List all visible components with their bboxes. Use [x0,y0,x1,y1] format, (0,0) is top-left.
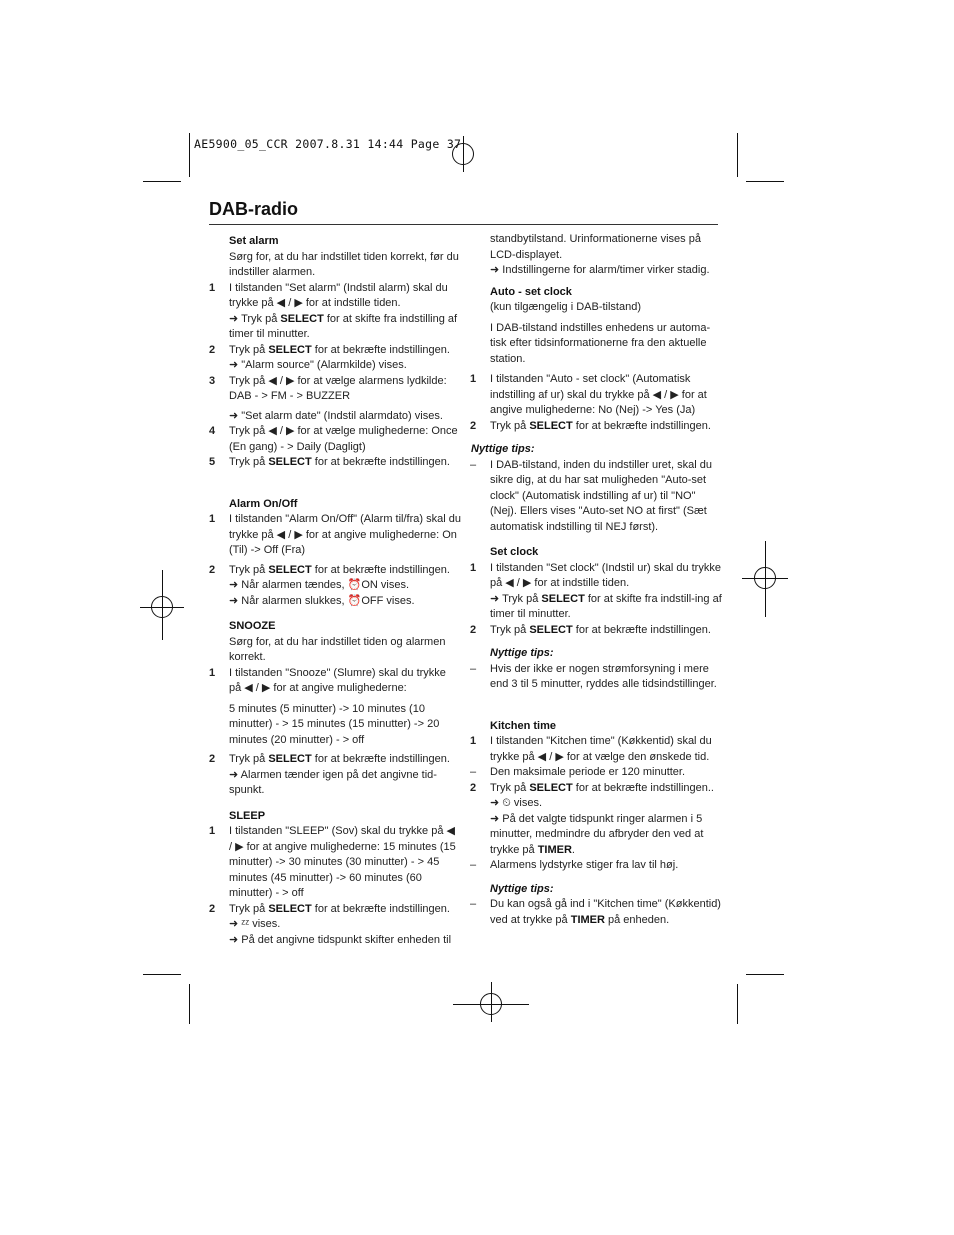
crop-mark [189,984,190,1024]
registration-line [140,607,184,608]
tips-heading: Nyttige tips: [471,443,535,455]
set-alarm-intro: Sørg for, at du har indstillet tiden korrekt, før du indstiller alarmen. [229,250,459,278]
kitchen-step-2: 2 Tryk på SELECT for at bekræfte indstillingen.. ➜ ⏲ vises. ➜ På det valgte tidspunkt ringer alarmen i 5 minutter, medmindre du afbryder den ved at trykke på TIMER. [470,781,714,856]
continued-text: standbytilstand. Urinformationerne vises på LCD-displayet. [490,233,701,261]
kitchen-note-2: – Alarmens lydstyrke stiger fra lav til høj. [470,859,679,871]
heading-auto-set-clock: Auto - set clock [490,285,572,298]
crop-mark [143,974,181,975]
sleep-step-1: 1 I tilstanden "SLEEP" (Sov) skal du trykke på ◀ / ▶ for at angive mulighederne: 15 minutes (15 minutter) -> 30 minutes (30 minutter) - > 45 minutes (45 minutter) -> 60 minutes (60 minutter) - > off [209,825,456,899]
tips-heading: Nyttige tips: [490,647,554,659]
auto-set-clock-intro: I DAB-tilstand indstilles enhedens ur automa-tisk efter tidsinformationerne fra den aktuelle station. [490,321,711,365]
registration-line [765,541,766,617]
auto-set-clock-note: (kun tilgængelig i DAB-tilstand) [490,301,642,313]
crop-mark [746,181,784,182]
heading-sleep: SLEEP [229,809,266,822]
heading-snooze: SNOOZE [229,620,276,632]
title-rule [209,224,718,225]
crop-mark [746,974,784,975]
heading-set-alarm: Set alarm [229,235,279,247]
tips-heading: Nyttige tips: [490,882,554,895]
page-title: DAB-radio [209,199,298,219]
tips-text: – I DAB-tilstand, inden du indstiller uret, skal du sikre dig, at du har sat muligheden "Auto-set clock" (Automatisk indstilling af ur) til "NO" (Nej). Ellers vises "Auto-set NO at first" (Sæt automatisk indstilling til NEJ først). [470,458,712,533]
left-column [209,232,461,948]
right-column [470,232,722,928]
registration-line [453,1004,529,1005]
snooze-intro: Sørg for, at du har indstillet tiden og alarmen korrekt. [229,635,446,663]
set-alarm-step-4: 4 Tryk på ◀ / ▶ for at vælge mulighederne: Once (En gang) - > Daily (Dagligt) [209,425,458,453]
crop-mark [737,984,738,1024]
set-alarm-step-3-result: ➜ "Set alarm date" (Indstil alarmdato) vises. [229,409,443,422]
alarm-onoff-step-1: 1 I tilstanden "Alarm On/Off" (Alarm til/fra) skal du trykke på ◀ / ▶ for at angive mulighederne: On (Til) -> Off (Fra) [209,513,461,556]
print-slug: AE5900_05_CCR 2007.8.31 14:44 Page 37 [194,137,462,151]
kitchen-note-1: – Den maksimale periode er 120 minutter. [470,766,686,778]
set-alarm-step-2: 2 Tryk på SELECT for at bekræfte indstillingen. ➜ "Alarm source" (Alarmkilde) vises. [209,343,450,371]
heading-kitchen-time: Kitchen time [490,719,557,732]
tips-text: – Du kan også gå ind i "Kitchen time" (Køkkentid) ved at trykke på TIMER på enheden. [470,898,721,926]
registration-line [162,570,163,640]
alarm-onoff-step-2: 2 Tryk på SELECT for at bekræfte indstillingen. ➜ Når alarmen tændes, ⏰ON vises. ➜ Når alarmen slukkes, ⏰OFF vises. [209,563,450,607]
snooze-step-1: 1 I tilstanden "Snooze" (Slumre) skal du trykke på ◀ / ▶ for at angive mulighederne: [209,666,446,694]
snooze-step-2: 2 Tryk på SELECT for at bekræfte indstillingen. ➜ Alarmen tænder igen på det angivne tid-spunkt. [209,753,450,796]
registration-line [463,136,464,172]
set-alarm-step-5: 5 Tryk på SELECT for at bekræfte indstillingen. [209,456,450,468]
heading-alarm-onoff: Alarm On/Off [229,497,298,510]
set-alarm-step-3: 3 Tryk på ◀ / ▶ for at vælge alarmens lydkilde: DAB - > FM - > BUZZER [209,374,447,402]
kitchen-step-1: 1 I tilstanden "Kitchen time" (Køkkentid) skal du trykke på ◀ / ▶ for at vælge den ønskede tid. [470,735,712,763]
tips-text: – Hvis der ikke er nogen strømforsyning i mere end 3 til 5 minutter, ryddes alle tidsindstillinger. [470,662,717,690]
snooze-options: 5 minutes (5 minutter) -> 10 minutes (10 minutter) - > 15 minutes (15 minutter) -> 20 minutes (20 minutter) - > off [229,702,440,746]
heading-set-clock: Set clock [490,546,539,558]
auto-set-clock-step-2: 2 Tryk på SELECT for at bekræfte indstillingen. [470,419,711,432]
set-clock-step-2: 2 Tryk på SELECT for at bekræfte indstillingen. [470,623,711,636]
set-alarm-step-1: 1 I tilstanden "Set alarm" (Indstil alarm) skal du trykke på ◀ / ▶ for at indstille tiden. ➜ Tryk på SELECT for at skifte fra indstilling af timer til minutter. [209,281,458,340]
sleep-step-2: 2 Tryk på SELECT for at bekræfte indstillingen. ➜ ᶻᶻ vises. ➜ På det angivne tidspunkt skifter enheden til [209,902,452,946]
set-clock-step-1: 1 I tilstanden "Set clock" (Indstil ur) skal du trykke på ◀ / ▶ for at indstille tiden. ➜ Tryk på SELECT for at skifte fra indstill-ing af timer til minutter. [470,561,722,620]
crop-mark [189,133,190,177]
registration-line [742,578,788,579]
crop-mark [143,181,181,182]
auto-set-clock-step-1: 1 I tilstanden "Auto - set clock" (Automatisk indstilling af ur) skal du trykke på ◀ / ▶ for at angive mulighederne: No (Nej) -> Yes (Ja) [470,373,707,416]
continued-result: ➜ Indstillingerne for alarm/timer virker stadig. [490,264,710,276]
registration-line [491,982,492,1022]
crop-mark [737,133,738,177]
